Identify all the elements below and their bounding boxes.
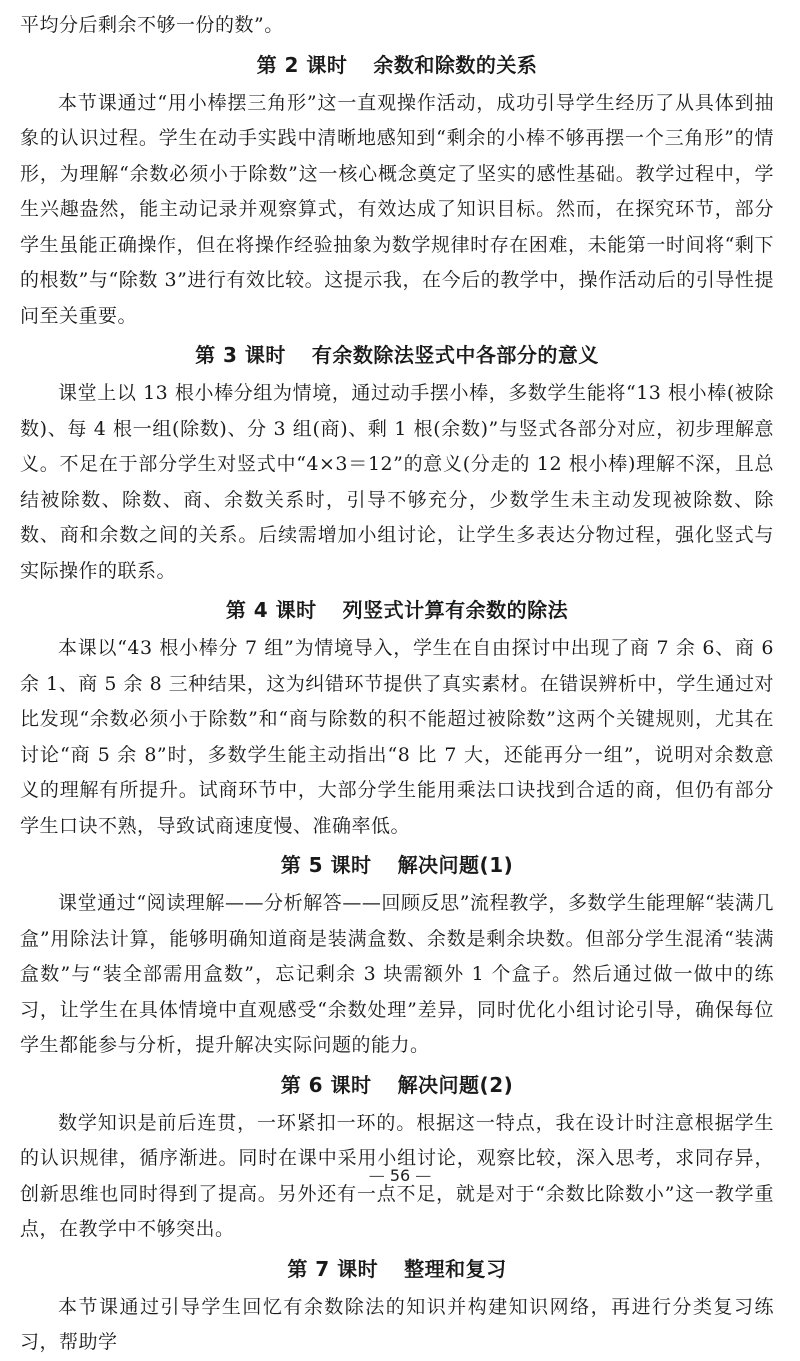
lesson-title: 整理和复习 [404, 1256, 507, 1281]
section-lesson-2 [20, 48, 774, 335]
section-lesson-6 [20, 1068, 774, 1248]
section-lesson-5 [20, 848, 774, 1064]
section-body: 本节课通过引导学生回忆有余数除法的知识并构建知识网络，再进行分类复习练习，帮助学 [20, 1295, 774, 1353]
lesson-title: 解决问题(1) [397, 853, 514, 877]
section-body: 本课以“43 根小棒分 7 组”为情境导入，学生在自由探讨中出现了商 7 余 6、商 6 余 1、商 5 余 8 三种结果，这为纠错环节提供了真实素材。在错误辨析中，学生通过对比发现“余数必须小于除数”和“商与除数的积不能超过被除数”这两个关键规则，尤其在讨论“商 5 余 8”时，多数学生能主动指出“8 比 7 大，还能再分一组”，说明对余数意义的理解有所提升。试商环节中，大部分学生能用乘法口诀找到合适的商，但仍有部分学生口诀不熟，导致试商速度慢、准确率低。 [20, 637, 774, 837]
section-heading [20, 1252, 774, 1286]
section-heading [20, 48, 774, 82]
section-body: 课堂通过“阅读理解——分析解答——回顾反思”流程教学，多数学生能理解“装满几盒”用除法计算，能够明确知道商是装满盒数、余数是剩余块数。但部分学生混淆“装满盒数”与“装全部需用盒数”，忘记剩余 3 块需额外 1 个盒子。然后通过做一做中的练习，让学生在具体情境中直观感受“余数处理”差异，同时优化小组讨论引导，确保每位学生都能参与分析，提升解决实际问题的能力。 [20, 892, 774, 1056]
page-footer [0, 1166, 800, 1185]
lesson-number: 第 7 课时 [287, 1256, 379, 1281]
intro-fragment: 平均分后剩余不够一份的数”。 [20, 14, 284, 36]
footer-dash-right: — [415, 1166, 432, 1185]
lesson-number: 第 6 课时 [280, 1072, 372, 1097]
section-body: 本节课通过“用小棒摆三角形”这一直观操作活动，成功引导学生经历了从具体到抽象的认识过程。学生在动手实践中清晰地感知到“剩余的小棒不够再摆一个三角形”的情形，为理解“余数必须小于除数”这一核心概念奠定了坚实的感性基础。教学过程中，学生兴趣盎然，能主动记录并观察算式，有效达成了知识目标。然而，在探究环节，部分学生虽能正确操作，但在将操作经验抽象为数学规律时存在困难，未能第一时间将“剩下的根数”与“除数 3”进行有效比较。这提示我，在今后的教学中，操作活动后的引导性提问至关重要。 [20, 91, 774, 327]
lesson-title: 有余数除法竖式中各部分的意义 [311, 343, 599, 367]
lesson-number: 第 2 课时 [256, 52, 348, 77]
footer-dash-left: — [368, 1166, 385, 1185]
section-heading [20, 338, 774, 372]
lesson-title: 列竖式计算有余数的除法 [342, 598, 569, 622]
lesson-number: 第 5 课时 [280, 853, 372, 877]
section-heading [20, 848, 774, 882]
section-heading [20, 1068, 774, 1102]
section-heading [20, 593, 774, 627]
lesson-number: 第 4 课时 [225, 598, 317, 622]
page-number: 56 [389, 1166, 411, 1185]
section-lesson-3 [20, 338, 774, 589]
section-lesson-7 [20, 1252, 774, 1361]
lesson-number: 第 3 课时 [195, 343, 286, 367]
section-body: 课堂上以 13 根小棒分组为情境，通过动手摆小棒，多数学生能将“13 根小棒(被除数)、每 4 根一组(除数)、分 3 组(商)、剩 1 根(余数)”与竖式各部分对应，初步理解意义。不足在于部分学生对竖式中“4×3＝12”的意义(分走的 12 根小棒)理解不深，且总结被除数、除数、商、余数关系时，引导不够充分，少数学生未主动发现被除数、除数、商和余数之间的关系。后续需增加小组讨论，让学生多表达分物过程，强化竖式与实际操作的联系。 [20, 382, 774, 582]
section-lesson-4 [20, 593, 774, 844]
lesson-title: 解决问题(2) [397, 1072, 514, 1097]
lesson-title: 余数和除数的关系 [373, 52, 538, 77]
section-body: 数学知识是前后连贯，一环紧扣一环的。根据这一特点，我在设计时注意根据学生的认识规律，循序渐进。同时在课中采用小组讨论，观察比较，深入思考，求同存异，创新思维也同时得到了提高。另外还有一点不足，就是对于“余数比除数小”这一教学重点，在教学中不够突出。 [20, 1111, 774, 1240]
